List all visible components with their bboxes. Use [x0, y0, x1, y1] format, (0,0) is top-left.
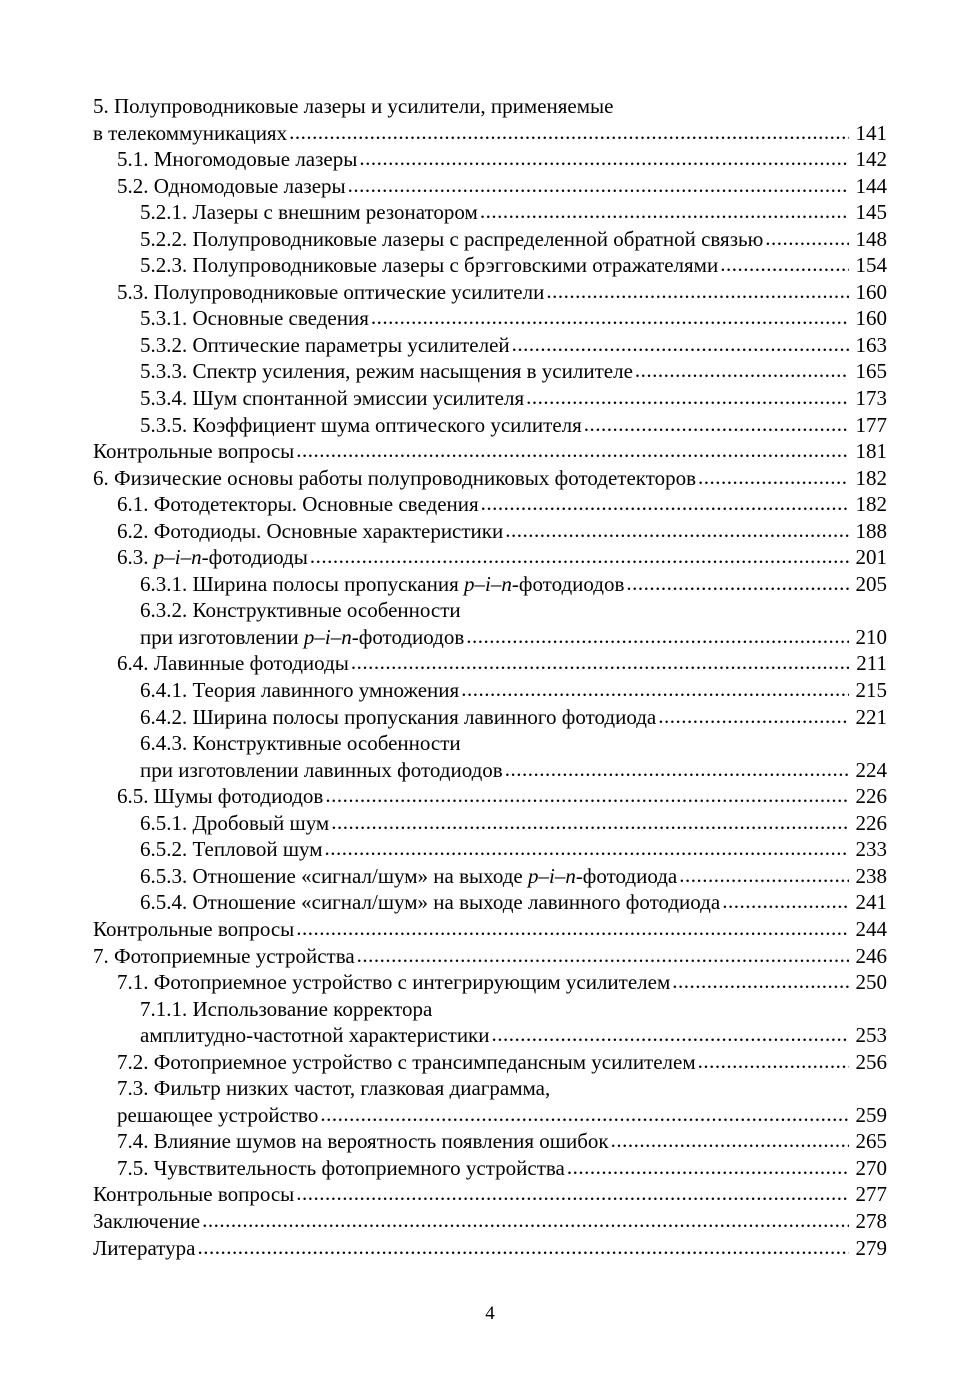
toc-entry-title: 6.5.1. Дробовый шум: [140, 810, 330, 835]
toc-entry-page: 256: [855, 1049, 887, 1074]
toc-entry-title: 7.1.1. Использование корректора: [140, 996, 433, 1021]
toc-entry-page: 173: [855, 386, 887, 411]
toc-entry-title: Контрольные вопросы: [93, 1182, 295, 1207]
dot-leader: [611, 1127, 849, 1154]
toc-entry: [93, 969, 887, 996]
toc-entry: [93, 836, 887, 863]
toc-entry: [93, 305, 887, 332]
toc-entry: [93, 358, 887, 385]
toc-entry-title: 5.3. Полупроводниковые оптические усилители: [117, 279, 545, 304]
dot-leader: [584, 411, 849, 438]
toc-entry: [93, 650, 887, 677]
toc-entry-page: 259: [855, 1102, 887, 1127]
toc-entry-page: 165: [855, 359, 887, 384]
dot-leader: [296, 437, 849, 464]
toc-entry-page: 226: [855, 784, 887, 809]
toc-entry: [93, 677, 887, 704]
toc-entry-page: 226: [855, 810, 887, 835]
toc-entry: [93, 252, 887, 279]
dot-leader: [480, 198, 849, 225]
dot-leader: [461, 676, 849, 703]
dot-leader: [512, 331, 849, 358]
toc-entry-page: 205: [855, 571, 887, 596]
toc-entry-page: 163: [855, 332, 887, 357]
toc-entry-page: 144: [855, 173, 887, 198]
toc-entry-title: в телекоммуникациях: [93, 120, 288, 145]
toc-entry: [93, 199, 887, 226]
toc-entry: [93, 544, 887, 571]
toc-entry: [93, 1075, 887, 1102]
page-number: 4: [485, 1303, 495, 1324]
toc-entry-title: 6.3. p–i–n-фотодиоды: [117, 545, 308, 570]
toc-entry: [93, 279, 887, 306]
toc-entry: [93, 943, 887, 970]
toc-entry: [93, 730, 887, 757]
toc-entry-title: 5.2.2. Полупроводниковые лазеры с распределенной обратной связью: [140, 226, 764, 251]
dot-leader: [679, 862, 849, 889]
toc-entry: [93, 810, 887, 837]
dot-leader: [722, 888, 849, 915]
toc-entry-page: 265: [855, 1129, 887, 1154]
dot-leader: [546, 278, 849, 305]
toc-entry: [93, 146, 887, 173]
dot-leader: [359, 145, 849, 172]
toc-entry-page: 277: [855, 1182, 887, 1207]
dot-leader: [626, 570, 849, 597]
toc-entry: [93, 889, 887, 916]
toc-entry: [93, 518, 887, 545]
dot-leader: [320, 1101, 849, 1128]
toc-entry-page: 145: [855, 200, 887, 225]
toc-entry-page: 233: [855, 837, 887, 862]
toc-entry: [93, 1022, 887, 1049]
dot-leader: [698, 1048, 849, 1075]
toc-entry: [93, 1049, 887, 1076]
toc-entry-title: 5.2.3. Полупроводниковые лазеры с брэгговскими отражателями: [140, 253, 719, 278]
toc-entry-title: 7. Фотоприемные устройства: [93, 943, 355, 968]
dot-leader: [492, 1021, 850, 1048]
toc-entry-title: Литература: [93, 1235, 196, 1260]
toc-entry: [93, 412, 887, 439]
toc-entry-title: при изготовлении лавинных фотодиодов: [140, 757, 503, 782]
toc-entry-page: 154: [855, 253, 887, 278]
toc-entry-page: 148: [855, 226, 887, 251]
dot-leader: [325, 835, 849, 862]
toc-entry-page: 160: [855, 279, 887, 304]
toc-entry-title: 6.3.2. Конструктивные особенности: [140, 598, 461, 623]
toc-entry-title: 5.3.4. Шум спонтанной эмиссии усилителя: [140, 386, 525, 411]
toc-entry: [93, 1208, 887, 1235]
toc-entry-title: 6.4.1. Теория лавинного умножения: [140, 678, 460, 703]
toc-entry: [93, 996, 887, 1023]
toc-entry: [93, 438, 887, 465]
dot-leader: [481, 490, 849, 517]
toc-entry-title: 5. Полупроводниковые лазеры и усилители, применяемые: [93, 94, 614, 118]
dot-leader: [296, 915, 849, 942]
toc-entry-title: 6.4.3. Конструктивные особенности: [140, 731, 461, 756]
dot-leader: [357, 942, 849, 969]
toc-entry-title: 6. Физические основы работы полупроводниковых фотодетекторов: [93, 465, 697, 490]
toc-entry-title: 7.3. Фильтр низких частот, глазковая диаграмма,: [117, 1076, 551, 1101]
toc-entry-page: 181: [855, 439, 887, 464]
toc-entry: [93, 863, 887, 890]
dot-leader: [765, 225, 849, 252]
toc-entry: [93, 1181, 887, 1208]
dot-leader: [466, 623, 849, 650]
toc-entry-title: 6.3.1. Ширина полосы пропускания p–i–n-фотодиодов: [140, 571, 625, 596]
toc-entry-page: 253: [855, 1023, 887, 1048]
toc-entry-title: 6.4. Лавинные фотодиоды: [117, 651, 349, 676]
dot-leader: [567, 1154, 849, 1181]
toc-entry: [93, 624, 887, 651]
toc-entry: [93, 757, 887, 784]
dot-leader: [635, 357, 849, 384]
toc-entry: [93, 571, 887, 598]
toc-entry-title: амплитудно-частотной характеристики: [140, 1023, 490, 1048]
toc-entry-title: 6.2. Фотодиоды. Основные характеристики: [117, 518, 504, 543]
toc-entry-title: 6.5.2. Тепловой шум: [140, 837, 323, 862]
toc-entry-title: 7.4. Влияние шумов на вероятность появления ошибок: [117, 1129, 609, 1154]
toc-entry-page: 188: [855, 518, 887, 543]
toc-entry-page: 210: [855, 624, 887, 649]
toc-entry: [93, 226, 887, 253]
toc-entry: [93, 783, 887, 810]
toc-entry: [93, 1128, 887, 1155]
toc-entry-title: при изготовлении p–i–n-фотодиодов: [140, 624, 465, 649]
dot-leader: [202, 1207, 849, 1234]
toc-entry-title: 6.5.3. Отношение «сигнал/шум» на выходе p–i–n-фотодиода: [140, 863, 678, 888]
dot-leader: [658, 703, 849, 730]
dot-leader: [505, 756, 849, 783]
toc-entry: [93, 93, 887, 120]
toc-entry-page: 278: [855, 1208, 887, 1233]
toc-entry-title: 6.1. Фотодетекторы. Основные сведения: [117, 492, 479, 517]
dot-leader: [526, 384, 849, 411]
toc-entry: [93, 704, 887, 731]
toc-entry-title: 7.5. Чувствительность фотоприемного устройства: [117, 1155, 565, 1180]
dot-leader: [296, 1180, 849, 1207]
toc-entry: [93, 385, 887, 412]
toc-entry: [93, 120, 887, 147]
dot-leader: [310, 543, 849, 570]
toc-entry-title: 5.2.1. Лазеры с внешним резонатором: [140, 200, 478, 225]
dot-leader: [371, 304, 849, 331]
dot-leader: [351, 649, 849, 676]
toc-entry-title: 5.3.3. Спектр усиления, режим насыщения в усилителе: [140, 359, 633, 384]
toc-entry-title: 7.1. Фотоприемное устройство с интегрирующим усилителем: [117, 970, 671, 995]
toc-entry-page: 250: [855, 970, 887, 995]
toc-entry-page: 211: [856, 651, 887, 676]
toc-entry-title: 5.3.1. Основные сведения: [140, 306, 369, 331]
toc-entry-page: 241: [855, 890, 887, 915]
toc-entry-page: 177: [855, 412, 887, 437]
dot-leader: [325, 782, 849, 809]
toc-entry: [93, 597, 887, 624]
toc-entry-page: 182: [855, 465, 887, 490]
toc-entry-page: 142: [855, 147, 887, 172]
toc-entry: [93, 491, 887, 518]
dot-leader: [720, 251, 849, 278]
toc-entry-title: 5.2. Одномодовые лазеры: [117, 173, 346, 198]
toc-entry: [93, 916, 887, 943]
dot-leader: [505, 517, 849, 544]
toc-entry-page: 224: [855, 757, 887, 782]
toc-entry: [93, 1155, 887, 1182]
toc-entry-page: 201: [855, 545, 887, 570]
toc-entry: [93, 1235, 887, 1262]
toc-entry: [93, 465, 887, 492]
dot-leader: [672, 968, 849, 995]
toc-entry-page: 279: [855, 1235, 887, 1260]
toc-entry-page: 238: [855, 863, 887, 888]
toc-entry-title: 5.3.5. Коэффициент шума оптического усилителя: [140, 412, 582, 437]
toc-entry-title: 5.1. Многомодовые лазеры: [117, 147, 358, 172]
toc-entry: [93, 173, 887, 200]
toc-entry-title: Контрольные вопросы: [93, 439, 295, 464]
toc-entry-title: 6.5.4. Отношение «сигнал/шум» на выходе лавинного фотодиода: [140, 890, 721, 915]
toc-entry-page: 160: [855, 306, 887, 331]
toc-entry: [93, 1102, 887, 1129]
dot-leader: [348, 172, 849, 199]
toc-entry-title: 6.4.2. Ширина полосы пропускания лавинного фотодиода: [140, 704, 657, 729]
toc-entry-title: решающее устройство: [117, 1102, 319, 1127]
table-of-contents: [93, 93, 887, 1261]
dot-leader: [197, 1234, 849, 1261]
toc-entry-page: 270: [855, 1155, 887, 1180]
toc-entry-page: 141: [855, 120, 887, 145]
toc-entry-title: 6.5. Шумы фотодиодов: [117, 784, 324, 809]
toc-entry-title: 5.3.2. Оптические параметры усилителей: [140, 332, 510, 357]
toc-entry-page: 244: [855, 916, 887, 941]
toc-entry-page: 215: [855, 678, 887, 703]
dot-leader: [289, 119, 849, 146]
toc-entry: [93, 332, 887, 359]
toc-entry-title: Контрольные вопросы: [93, 916, 295, 941]
toc-entry-page: 182: [855, 492, 887, 517]
dot-leader: [698, 464, 849, 491]
dot-leader: [331, 809, 849, 836]
toc-entry-title: Заключение: [93, 1208, 201, 1233]
toc-entry-page: 221: [855, 704, 887, 729]
toc-entry-title: 7.2. Фотоприемное устройство с трансимпедансным усилителем: [117, 1049, 696, 1074]
toc-entry-page: 246: [855, 943, 887, 968]
